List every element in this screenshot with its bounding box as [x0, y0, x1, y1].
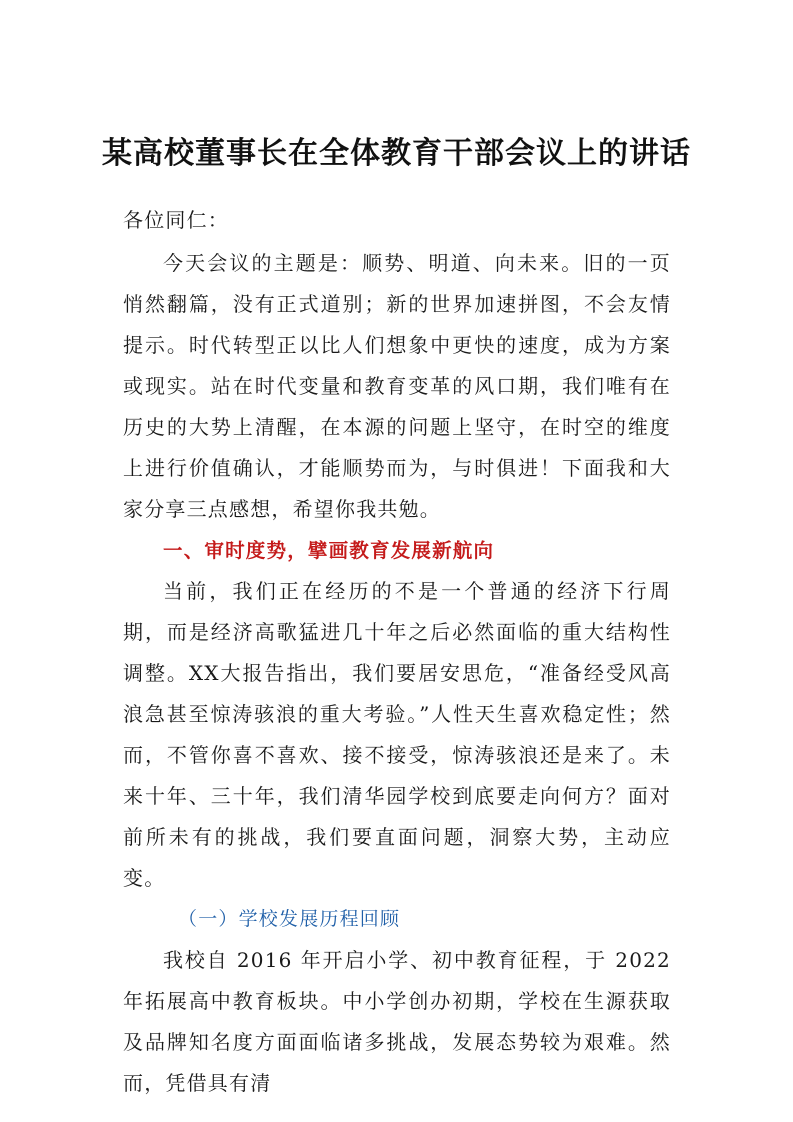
salutation: 各位同仁： — [123, 208, 229, 232]
subsection-heading-1: （一）学校发展历程回顾 — [178, 908, 401, 930]
paragraph-opening: 今天会议的主题是：顺势、明道、向未来。旧的一页悄然翻篇，没有正式道别；新的世界加速拼图，不会友情提示。时代转型正以比人们想象中更快的速度，成为方案或现实。站在时代变量和教育变革的风口期，我们唯有在历史的大势上清醒，在本源的问题上坚守，在时空的维度上进行价值确认，才能顺势而为，与时俱进！下面我和大家分享三点感想，希望你我共勉。 — [123, 251, 671, 521]
document-title: 某高校董事长在全体教育干部会议上的讲话 — [102, 136, 691, 171]
document-body — [123, 200, 671, 1104]
paragraph-subsection-1: 我校自 2016 年开启小学、初中教育征程，于 2022 年拓展高中教育板块。中小学创办初期，学校在生源获取及品牌知名度方面面临诸多挑战，发展态势较为艰难。然而，凭借具有清 — [123, 948, 671, 1095]
section-heading-1: 一、审时度势，擘画教育发展新航向 — [163, 539, 495, 562]
paragraph-section-1: 当前，我们正在经历的不是一个普通的经济下行周期，而是经济高歌猛进几十年之后必然面临的重大结构性调整。XX大报告指出，我们要居安思危，“准备经受风高浪急甚至惊涛骇浪的重大考验。”人性天生喜欢稳定性；然而，不管你喜不喜欢、接不接受，惊涛骇浪还是来了。未来十年、三十年，我们清华园学校到底要走向何方？面对前所未有的挑战，我们要直面问题，洞察大势，主动应变。 — [123, 579, 671, 890]
